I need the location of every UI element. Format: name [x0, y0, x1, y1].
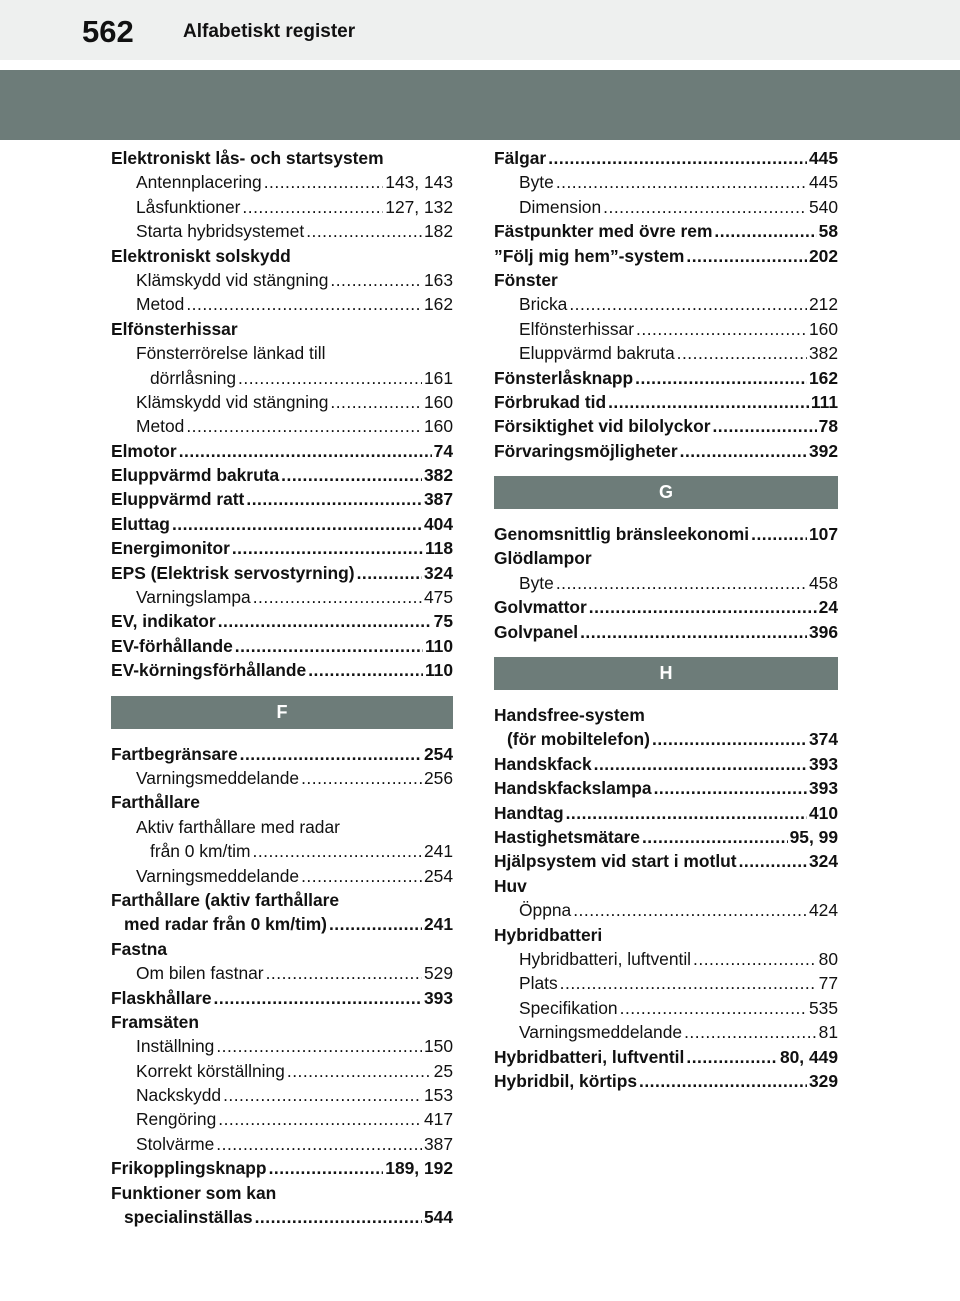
- index-entry: [111, 487, 453, 511]
- index-entry: [494, 219, 838, 243]
- dot-leader: [642, 825, 788, 849]
- entry-page: 78: [818, 416, 838, 437]
- entry-page: 396: [808, 621, 838, 642]
- dot-leader: [232, 536, 423, 560]
- entry-term: Hastighetsmätare: [494, 826, 640, 847]
- entry-page: 160: [808, 318, 838, 339]
- entry-page: 324: [808, 851, 838, 872]
- entry-term: Inställning: [136, 1036, 215, 1057]
- index-entry: [494, 170, 838, 194]
- dot-leader: [223, 1083, 422, 1107]
- entry-page: 74: [433, 440, 453, 461]
- index-entry: [494, 874, 838, 898]
- entry-page: 111: [810, 391, 838, 412]
- entry-term: Starta hybridsystemet: [136, 221, 305, 242]
- dot-leader: [751, 522, 807, 546]
- index-entry: [494, 947, 838, 971]
- entry-page: 127, 132: [385, 196, 453, 217]
- entry-page: 329: [808, 1070, 838, 1091]
- entry-term: Bricka: [519, 294, 568, 315]
- entry-term: Huv: [494, 875, 527, 896]
- entry-term: Golvmattor: [494, 597, 587, 618]
- entry-term: Öppna: [519, 900, 572, 921]
- entry-term: (för mobiltelefon): [507, 729, 650, 750]
- dot-leader: [253, 585, 422, 609]
- index-entry: [494, 366, 838, 390]
- index-entry: [494, 571, 838, 595]
- entry-page: 254: [423, 743, 453, 764]
- entry-term: Varningsmeddelande: [519, 1022, 683, 1043]
- index-entry: [494, 341, 838, 365]
- dot-leader: [218, 1107, 422, 1131]
- entry-term: Byte: [519, 172, 554, 193]
- page-title: Alfabetiskt register: [183, 21, 356, 42]
- index-entry: [494, 923, 838, 947]
- dot-leader: [693, 947, 817, 971]
- dot-leader: [556, 571, 807, 595]
- dot-leader: [330, 390, 422, 414]
- entry-page: 445: [808, 172, 838, 193]
- entry-term: Fönsterrörelse länkad till: [136, 343, 326, 364]
- entry-page: 382: [808, 343, 838, 364]
- entry-term: Flaskhållare: [111, 987, 212, 1008]
- index-entry: [111, 512, 453, 536]
- entry-term: specialinställas: [124, 1207, 253, 1228]
- entry-term: Förbrukad tid: [494, 391, 607, 412]
- index-entry: [111, 1034, 453, 1058]
- index-entry: [494, 146, 838, 170]
- entry-page: 25: [433, 1060, 453, 1081]
- entry-page: 254: [423, 865, 453, 886]
- dot-leader: [253, 839, 422, 863]
- entry-term: med radar från 0 km/tim): [124, 914, 327, 935]
- dot-leader: [639, 1069, 807, 1093]
- entry-term: Eluppvärmd ratt: [111, 489, 245, 510]
- entry-term: Frikopplingsknapp: [111, 1158, 267, 1179]
- index-entry: [111, 439, 453, 463]
- entry-page: 540: [808, 196, 838, 217]
- index-entry: [111, 634, 453, 658]
- dot-leader: [238, 366, 422, 390]
- entry-page: 161: [423, 367, 453, 388]
- entry-page: 77: [818, 973, 838, 994]
- entry-page: 182: [423, 221, 453, 242]
- entry-page: 424: [808, 900, 838, 921]
- dot-leader: [580, 620, 807, 644]
- entry-page: 153: [423, 1085, 453, 1106]
- index-entry: [111, 815, 453, 839]
- entry-page: 107: [808, 524, 838, 545]
- entry-term: Genomsnittlig bränsleekonomi: [494, 524, 750, 545]
- entry-page: 458: [808, 572, 838, 593]
- entry-term: Försiktighet vid bilolyckor: [494, 416, 711, 437]
- index-entry: [111, 1010, 453, 1034]
- entry-page: 374: [808, 729, 838, 750]
- dot-leader: [214, 986, 422, 1010]
- entry-term: EPS (Elektrisk servostyrning): [111, 562, 355, 583]
- index-entry: [494, 849, 838, 873]
- page-number: 562: [82, 14, 134, 49]
- entry-term: Dimension: [519, 196, 602, 217]
- dot-leader: [556, 170, 807, 194]
- index-entry: [111, 170, 453, 194]
- entry-page: 160: [423, 391, 453, 412]
- index-entry: [494, 268, 838, 292]
- dot-leader: [330, 268, 422, 292]
- entry-page: 95, 99: [789, 826, 838, 847]
- entry-term: Fästpunkter med övre rem: [494, 221, 713, 242]
- dot-leader: [264, 170, 384, 194]
- index-entry: [111, 1156, 453, 1180]
- index-entry: [111, 463, 453, 487]
- index-entry: [494, 390, 838, 414]
- dot-leader: [635, 366, 807, 390]
- dot-leader: [301, 766, 422, 790]
- section-header-h: H: [494, 657, 838, 690]
- entry-page: 387: [423, 489, 453, 510]
- entry-term: Hjälpsystem vid start i motlut: [494, 851, 737, 872]
- entry-term: Funktioner som kan: [111, 1182, 277, 1203]
- entry-page: 392: [808, 440, 838, 461]
- entry-term: Varningsmeddelande: [136, 767, 300, 788]
- entry-page: 24: [818, 597, 838, 618]
- index-entry: [111, 1059, 453, 1083]
- dot-leader: [216, 1034, 422, 1058]
- entry-page: 58: [818, 221, 838, 242]
- index-entry: [494, 825, 838, 849]
- entry-term: Varningslampa: [136, 587, 251, 608]
- entry-term: Elektroniskt solskydd: [111, 245, 291, 266]
- entry-term: Nackskydd: [136, 1085, 222, 1106]
- index-entry: [494, 996, 838, 1020]
- entry-page: 241: [423, 914, 453, 935]
- entry-term: Hybridbatteri, luftventil: [519, 948, 692, 969]
- entry-page: 143, 143: [385, 172, 453, 193]
- entry-term: Specifikation: [519, 997, 618, 1018]
- index-entry: [111, 742, 453, 766]
- index-entry: [111, 244, 453, 268]
- index-entry: [111, 317, 453, 341]
- dot-leader: [739, 849, 807, 873]
- entry-page: 81: [818, 1022, 838, 1043]
- entry-term: Plats: [519, 973, 558, 994]
- entry-page: 150: [423, 1036, 453, 1057]
- dot-leader: [246, 487, 422, 511]
- dot-leader: [329, 912, 422, 936]
- entry-page: 417: [423, 1109, 453, 1130]
- index-entry: [111, 195, 453, 219]
- index-entry: [111, 414, 453, 438]
- entry-page: 475: [423, 587, 453, 608]
- entry-term: Klämskydd vid stängning: [136, 269, 329, 290]
- dot-leader: [269, 1156, 384, 1180]
- index-entry: [494, 522, 838, 546]
- index-entry: [111, 268, 453, 292]
- index-entry: [494, 898, 838, 922]
- entry-term: Förvaringsmöjligheter: [494, 440, 678, 461]
- dot-leader: [636, 317, 807, 341]
- index-entry: [111, 609, 453, 633]
- dot-leader: [686, 244, 807, 268]
- index-entry: [111, 658, 453, 682]
- index-entry: [494, 244, 838, 268]
- entry-term: Handskfack: [494, 753, 592, 774]
- entry-term: Byte: [519, 572, 554, 593]
- dot-leader: [240, 742, 422, 766]
- dot-leader: [714, 219, 816, 243]
- dot-leader: [179, 439, 432, 463]
- entry-page: 202: [808, 245, 838, 266]
- index-entry: [494, 801, 838, 825]
- entry-term: Eluppvärmd bakruta: [111, 465, 280, 486]
- index-entry: [494, 971, 838, 995]
- entry-term: Korrekt körställning: [136, 1060, 285, 1081]
- index-entry: [111, 146, 453, 170]
- entry-term: Hybridbatteri, luftventil: [494, 1046, 685, 1067]
- dot-leader: [686, 1045, 778, 1069]
- dot-leader: [589, 595, 817, 619]
- entry-term: Energimonitor: [111, 538, 230, 559]
- entry-term: Stolvärme: [136, 1133, 215, 1154]
- index-entry: [111, 390, 453, 414]
- index-column-right: [494, 146, 838, 1093]
- entry-term: EV-körningsförhållande: [111, 660, 307, 681]
- entry-page: 160: [423, 416, 453, 437]
- entry-term: Fälgar: [494, 148, 547, 168]
- entry-term: från 0 km/tim: [150, 841, 251, 862]
- entry-term: Klämskydd vid stängning: [136, 391, 329, 412]
- entry-page: 212: [808, 294, 838, 315]
- entry-term: Farthållare: [111, 792, 200, 813]
- entry-term: Hybridbil, körtips: [494, 1070, 638, 1091]
- dot-leader: [287, 1059, 432, 1083]
- entry-term: Fartbegränsare: [111, 743, 238, 764]
- dot-leader: [548, 146, 807, 170]
- entry-page: 189, 192: [385, 1158, 453, 1179]
- page-header: [0, 0, 960, 60]
- entry-term: Handsfree-system: [494, 705, 645, 726]
- entry-term: Farthållare (aktiv farthållare: [111, 889, 340, 910]
- index-entry: [111, 961, 453, 985]
- entry-term: Om bilen fastnar: [136, 963, 264, 984]
- index-entry: [111, 912, 453, 936]
- dot-leader: [266, 961, 422, 985]
- entry-page: 393: [423, 987, 453, 1008]
- entry-term: Metod: [136, 294, 185, 315]
- entry-term: Golvpanel: [494, 621, 579, 642]
- dot-leader: [306, 219, 422, 243]
- index-entry: [494, 1069, 838, 1093]
- index-entry: [111, 292, 453, 316]
- entry-page: 324: [423, 562, 453, 583]
- index-entry: [111, 864, 453, 888]
- dot-leader: [186, 414, 422, 438]
- entry-term: Elektroniskt lås- och startsystem: [111, 148, 384, 168]
- entry-page: 544: [423, 1207, 453, 1228]
- index-entry: [111, 561, 453, 585]
- entry-term: Metod: [136, 416, 185, 437]
- section-header-f: F: [111, 696, 453, 729]
- index-entry: [494, 439, 838, 463]
- dot-leader: [281, 463, 422, 487]
- dot-leader: [684, 1020, 817, 1044]
- dot-leader: [608, 390, 809, 414]
- dot-leader: [654, 776, 807, 800]
- entry-page: 163: [423, 269, 453, 290]
- index-entry: [494, 703, 838, 727]
- index-entry: [494, 727, 838, 751]
- entry-page: 110: [424, 660, 453, 681]
- index-entry: [111, 937, 453, 961]
- entry-term: Fastna: [111, 938, 168, 959]
- entry-term: Fönster: [494, 269, 558, 290]
- index-entry: [494, 752, 838, 776]
- dot-leader: [620, 996, 807, 1020]
- entry-term: Hybridbatteri: [494, 924, 603, 945]
- entry-page: 382: [423, 465, 453, 486]
- entry-term: Elfönsterhissar: [111, 318, 238, 339]
- entry-term: Varningsmeddelande: [136, 865, 300, 886]
- index-entry: [494, 317, 838, 341]
- entry-term: dörrlåsning: [150, 367, 237, 388]
- entry-page: 535: [808, 997, 838, 1018]
- entry-term: Eluttag: [111, 513, 170, 534]
- index-entry: [111, 1132, 453, 1156]
- index-entry: [494, 1020, 838, 1044]
- dot-leader: [301, 864, 422, 888]
- entry-term: Aktiv farthållare med radar: [136, 816, 340, 837]
- entry-page: 410: [808, 802, 838, 823]
- index-entry: [111, 790, 453, 814]
- entry-term: Antennplacering: [136, 172, 262, 193]
- dot-leader: [235, 634, 423, 658]
- entry-page: 162: [808, 367, 838, 388]
- index-entry: [111, 888, 453, 912]
- dot-leader: [216, 1132, 422, 1156]
- dot-leader: [308, 658, 423, 682]
- dot-leader: [652, 727, 807, 751]
- index-entry: [111, 986, 453, 1010]
- dot-leader: [218, 609, 432, 633]
- entry-page: 110: [424, 635, 453, 656]
- index-entry: [494, 595, 838, 619]
- dot-leader: [677, 341, 807, 365]
- dot-leader: [594, 752, 807, 776]
- entry-term: EV, indikator: [111, 611, 216, 632]
- index-entry: [494, 546, 838, 570]
- entry-page: 162: [423, 294, 453, 315]
- dot-leader: [186, 292, 422, 316]
- entry-term: Eluppvärmd bakruta: [519, 343, 675, 364]
- entry-page: 393: [808, 753, 838, 774]
- entry-page: 387: [423, 1133, 453, 1154]
- index-entry: [111, 1205, 453, 1229]
- entry-term: Glödlampor: [494, 548, 592, 569]
- dot-leader: [560, 971, 817, 995]
- entry-term: Handskfackslampa: [494, 778, 652, 799]
- index-entry: [494, 292, 838, 316]
- entry-page: 118: [424, 538, 453, 559]
- entry-page: 393: [808, 778, 838, 799]
- dot-leader: [357, 561, 422, 585]
- entry-page: 80, 449: [779, 1046, 838, 1067]
- dot-leader: [569, 292, 807, 316]
- index-entry: [111, 366, 453, 390]
- index-entry: [111, 219, 453, 243]
- entry-page: 256: [423, 767, 453, 788]
- entry-page: 445: [808, 148, 838, 168]
- entry-term: EV-förhållande: [111, 635, 233, 656]
- entry-page: 241: [423, 841, 453, 862]
- entry-page: 75: [433, 611, 453, 632]
- entry-page: 404: [423, 513, 453, 534]
- dot-leader: [242, 195, 383, 219]
- entry-page: 80: [818, 948, 838, 969]
- dot-leader: [573, 898, 807, 922]
- index-entry: [494, 414, 838, 438]
- index-entry: [494, 195, 838, 219]
- index-entry: [111, 1083, 453, 1107]
- index-entry: [111, 766, 453, 790]
- index-entry: [111, 1181, 453, 1205]
- dot-leader: [680, 439, 807, 463]
- dot-leader: [172, 512, 422, 536]
- entry-page: 529: [423, 963, 453, 984]
- index-entry: [494, 776, 838, 800]
- index-entry: [111, 1107, 453, 1131]
- index-entry: [111, 585, 453, 609]
- entry-term: Låsfunktioner: [136, 196, 241, 217]
- index-entry: [111, 839, 453, 863]
- index-entry: [111, 536, 453, 560]
- section-header-g: G: [494, 476, 838, 509]
- entry-term: Framsäten: [111, 1011, 199, 1032]
- header-banner: [0, 70, 960, 140]
- entry-term: Rengöring: [136, 1109, 217, 1130]
- entry-term: Elmotor: [111, 440, 177, 461]
- dot-leader: [603, 195, 807, 219]
- entry-term: Handtag: [494, 802, 564, 823]
- index-column-left: [111, 146, 453, 1229]
- entry-term: Fönsterlåsknapp: [494, 367, 634, 388]
- entry-term: ”Följ mig hem”-system: [494, 245, 685, 266]
- index-entry: [111, 341, 453, 365]
- entry-term: Elfönsterhissar: [519, 318, 635, 339]
- dot-leader: [712, 414, 816, 438]
- index-entry: [494, 1045, 838, 1069]
- index-entry: [494, 620, 838, 644]
- dot-leader: [566, 801, 807, 825]
- dot-leader: [255, 1205, 422, 1229]
